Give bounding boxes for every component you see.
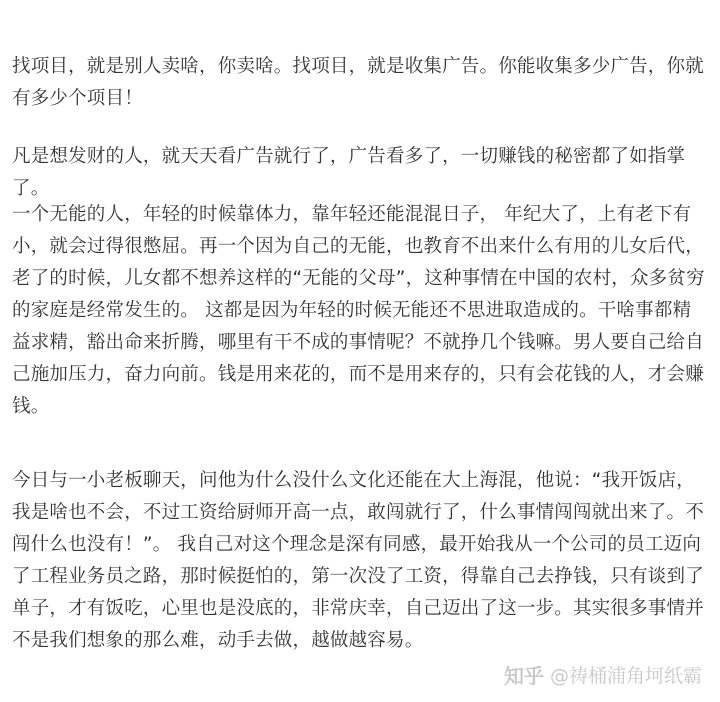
paragraph-4: 今日与一小老板聊天，问他为什么没什么文化还能在大上海混，他说：“我开饭店，我是啥也不会，不过工资给厨师开高一点，敢闯就行了，什么事情闯闯就出来了。不闯什么也没有！”。 我自己对这个理念是深有同感，最开始我从一个公司的员工迈向了工程业务员之路，那时候挺怕的，第一次没了工资，得靠自己去挣钱，只有谈到了单子，才有饭吃，心里也是没底的，非常庆幸，自己迈出了这一步。其实很多事情并不是我们想象的那么难，动手去做，越做越容易。 bbox=[12, 470, 704, 651]
paragraph-2: 凡是想发财的人，就天天看广告就行了，广告看多了，一切赚钱的秘密都了如指掌了。 bbox=[12, 146, 686, 199]
paragraph-1: 找项目，就是别人卖啥，你卖啥。找项目，就是收集广告。你能收集多少广告，你就有多少个项目！ bbox=[12, 56, 704, 109]
zhihu-watermark bbox=[504, 660, 702, 689]
zhihu-logo: 知乎 bbox=[503, 664, 544, 688]
paragraph-3: 一个无能的人，年轻的时候靠体力，靠年轻还能混混日子， 年纪大了，上有老下有小，就会过得很憋屈。再一个因为自己的无能，也教育不出来什么有用的儿女后代，老了的时候，儿女都不想养这样的“无能的父母”，这种事情在中国的农村，众多贫穷的家庭是经常发生的。 这都是因为年轻的时候无能还不思进取造成的。干啥事都精益求精，豁出命来折腾，哪里有干不成的事情呢？不就挣几个钱嘛。男人要自己给自己施加压力，奋力向前。钱是用来花的，而不是用来存的，只有会花钱的人，才会赚钱。 bbox=[12, 204, 705, 417]
watermark-author-handle: @祷桶浦角坷纸霸 bbox=[549, 665, 702, 687]
